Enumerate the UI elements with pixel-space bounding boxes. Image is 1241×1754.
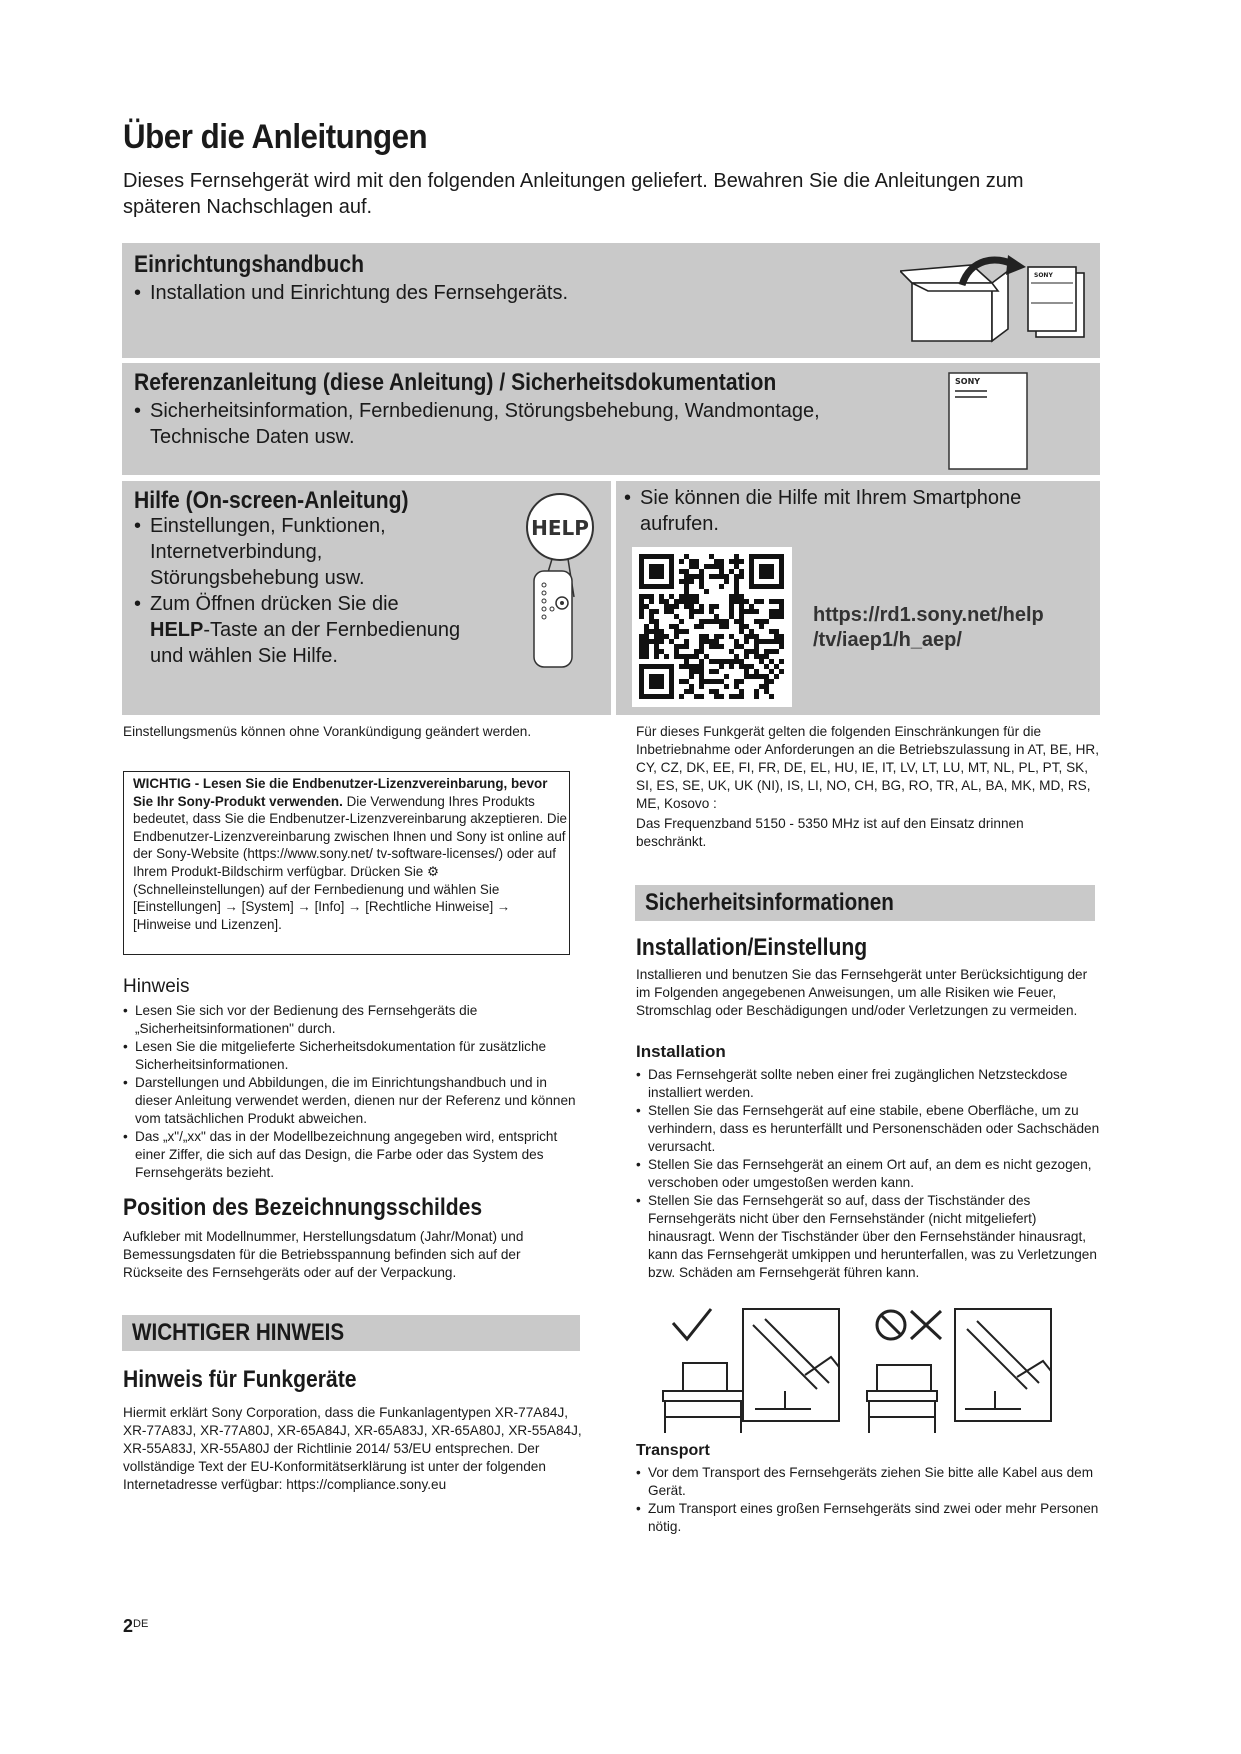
help-url-line2[interactable]: /tv/iaep1/h_aep/ (813, 629, 962, 651)
setup-guide-box (122, 243, 1100, 358)
funk-restriction-text: Für dieses Funkgerät gelten die folgenden Einschränkungen für die Inbetriebnahme oder Anforderungen an die Betriebszulassung in AT, BE, HR, CY, CZ, DK, EE, FI, FR, DE, EL, HU, IE, IT, LV, LT, LU, MT, NL, PL, PT, SK, SI, ES, SE, UK, UK (NI), IS, LI, NO, CH, BG, RO, TR, AL, BA, MK, MD, RS, ME, Kosovo : (636, 724, 1099, 811)
gear-icon: ⚙ (426, 863, 439, 879)
frequency-note: Das Frequenzband 5150 - 5350 MHz ist auf den Einsatz drinnen beschränkt. (636, 816, 1024, 849)
install-title: Installation/Einstellung (636, 934, 868, 961)
installation-list (636, 1066, 1101, 1282)
prohibited-icon (877, 1311, 941, 1339)
reference-guide-bullet: • Sicherheitsinformation, Fernbedienung, Störungsbehebung, Wandmontage, Technische Daten usw. (134, 398, 894, 450)
position-title: Position des Bezeichnungsschildes (123, 1194, 483, 1221)
list-item: • Darstellungen und Abbildungen, die im Einrichtungshandbuch und in dieser Anleitung verwendet werden, dienen nur der Referenz und können vom tatsächlichen Produkt abweichen. (123, 1074, 583, 1128)
hinweis-title: Hinweis (123, 976, 190, 997)
safety-info-bar: Sicherheitsinformationen (635, 885, 1095, 921)
hinweis-list (123, 1002, 583, 1182)
page-number: 2DE (123, 1616, 149, 1636)
position-text: Aufkleber mit Modellnummer, Herstellungsdatum (Jahr/Monat) und Bemessungsdaten für die Betriebsspannung befinden sich auf der Rückseite des Fernsehgeräts oder auf der Verpackung. (123, 1229, 524, 1280)
reference-sheet-logo: SONY (955, 377, 981, 386)
help-badge-text: HELP (531, 516, 589, 540)
list-item: • Das Fernsehgerät sollte neben einer frei zugänglichen Netzsteckdose installiert werden. (636, 1066, 1101, 1102)
list-item: • Stellen Sie das Fernsehgerät so auf, dass der Tischständer des Fernsehgeräts nicht über den Fernsehständer (nicht mitgeliefert) hinausragt. Wenn der Tischständer über den Fernsehständer hinausragt, kann das Fernsehgerät umkippen und herunterfallen, was zu Verletzungen bzw. Schäden am Fernsehgerät führen kann. (636, 1192, 1101, 1282)
wichtiger-hinweis-bar: WICHTIGER HINWEIS (122, 1315, 580, 1351)
help-box (122, 481, 611, 715)
intro-text: Dieses Fernsehgerät wird mit den folgenden Anleitungen geliefert. Bewahren Sie die Anleitungen zum späteren Nachschlagen auf. (123, 170, 1024, 218)
eula-bold-text: WICHTIG - Lesen Sie die Endbenutzer-Lizenzvereinbarung, bevor Sie Ihr Sony-Produkt verwenden. (133, 776, 548, 809)
box-and-manual-icon (900, 253, 1100, 353)
help-smartphone-text: • Sie können die Hilfe mit Ihrem Smartphone aufrufen. (624, 485, 1084, 537)
reference-guide-heading: Referenzanleitung (diese Anleitung) / Sicherheitsdokumentation (134, 369, 777, 396)
list-item: • Zum Transport eines großen Fernsehgeräts sind zwei oder mehr Personen nötig. (636, 1500, 1101, 1536)
manual-document-icon (947, 371, 1029, 471)
setup-sheet-logo: SONY (1034, 272, 1053, 279)
list-item: • Lesen Sie die mitgelieferte Sicherheitsdokumentation für zusätzliche Sicherheitsinformationen. (123, 1038, 583, 1074)
list-item: • Stellen Sie das Fernsehgerät an einem Ort auf, an dem es nicht gezogen, verschoben oder umgestoßen werden kann. (636, 1156, 1101, 1192)
installation-heading: Installation (636, 1042, 726, 1061)
list-item: • Das „x"/„xx" das in der Modellbezeichnung angegeben wird, entspricht einer Ziffer, die sich auf das Design, die Farbe oder das System des Fernsehgeräts bezieht. (123, 1128, 583, 1182)
setup-guide-heading: Einrichtungshandbuch (134, 251, 364, 278)
qr-code-graphic (632, 547, 792, 707)
help-bullet-topics: • Einstellungen, Funktionen, Internetverbindung, Störungsbehebung usw. (134, 513, 464, 591)
eula-box: WICHTIG - Lesen Sie die Endbenutzer-Lizenzvereinbarung, bevor Sie Ihr Sony-Produkt verwenden. Die Verwendung Ihres Produkts bedeutet, dass Sie die Endbenutzer-Lizenzvereinbarung akzeptieren. Die Endbenutzer-Lizenzvereinbarung zwischen Ihnen und Sony ist online auf der Sony-Website (https://www.sony.net/ tv-software-licenses/) oder auf Ihrem Produkt-Bildschirm verfügbar. Drücken Sie ⚙ (Schnelleinstellungen) auf der Fernbedienung und wählen Sie [Einstellungen] → [System] → [Info] → [Rechtliche Hinweise] → [Hinweise und Lizenzen]. (123, 771, 570, 955)
transport-heading: Transport (636, 1442, 710, 1459)
help-smartphone-box (616, 481, 1100, 715)
correct-check-icon (673, 1309, 711, 1339)
install-text: Installieren und benutzen Sie das Fernsehgerät unter Berücksichtigung der im Folgenden angegebenen Anweisungen, um alle Risiken wie Feuer, Stromschlag oder Beschädigungen und/oder Verletzungen zu vermeiden. (636, 967, 1088, 1018)
menu-change-note: Einstellungsmenüs können ohne Vorankündigung geändert werden. (123, 724, 532, 739)
help-url-line1[interactable]: https://rd1.sony.net/help (813, 604, 1044, 626)
funk-text: Hiermit erklärt Sony Corporation, dass die Funkanlagentypen XR-77A84J, XR-77A83J, XR-77A80J, XR-65A84J, XR-65A83J, XR-65A80J, XR-55A84J, XR-55A83J, XR-55A80J der Richtlinie 2014/ 53/EU entsprechen. Der vollständige Text der EU-Konformitätserklärung ist unter der folgenden Internetadresse verfügbar: https://compliance.sony.eu (123, 1405, 582, 1492)
remote-help-icon (522, 491, 602, 671)
tv-stand-illustration (655, 1305, 1080, 1435)
list-item: • Vor dem Transport des Fernsehgeräts ziehen Sie bitte alle Kabel aus dem Gerät. (636, 1464, 1101, 1500)
reference-guide-box (122, 363, 1100, 475)
page-title: Über die Anleitungen (123, 118, 428, 156)
help-heading: Hilfe (On-screen-Anleitung) (134, 487, 409, 514)
funk-title: Hinweis für Funkgeräte (123, 1366, 357, 1393)
transport-list (636, 1464, 1101, 1536)
setup-guide-bullet: • Installation und Einrichtung des Fernsehgeräts. (134, 280, 834, 306)
help-qr-code[interactable] (632, 547, 792, 707)
list-item: • Stellen Sie das Fernsehgerät auf eine stabile, ebene Oberfläche, um zu verhindern, dass es herunterfällt und Personenschäden oder Sachschäden verursacht. (636, 1102, 1101, 1156)
list-item: • Lesen Sie sich vor der Bedienung des Fernsehgeräts die „Sicherheitsinformationen" durch. (123, 1002, 583, 1038)
help-bullet-open: • Zum Öffnen drücken Sie die HELP-Taste an der Fernbedienung und wählen Sie Hilfe. (134, 591, 464, 669)
